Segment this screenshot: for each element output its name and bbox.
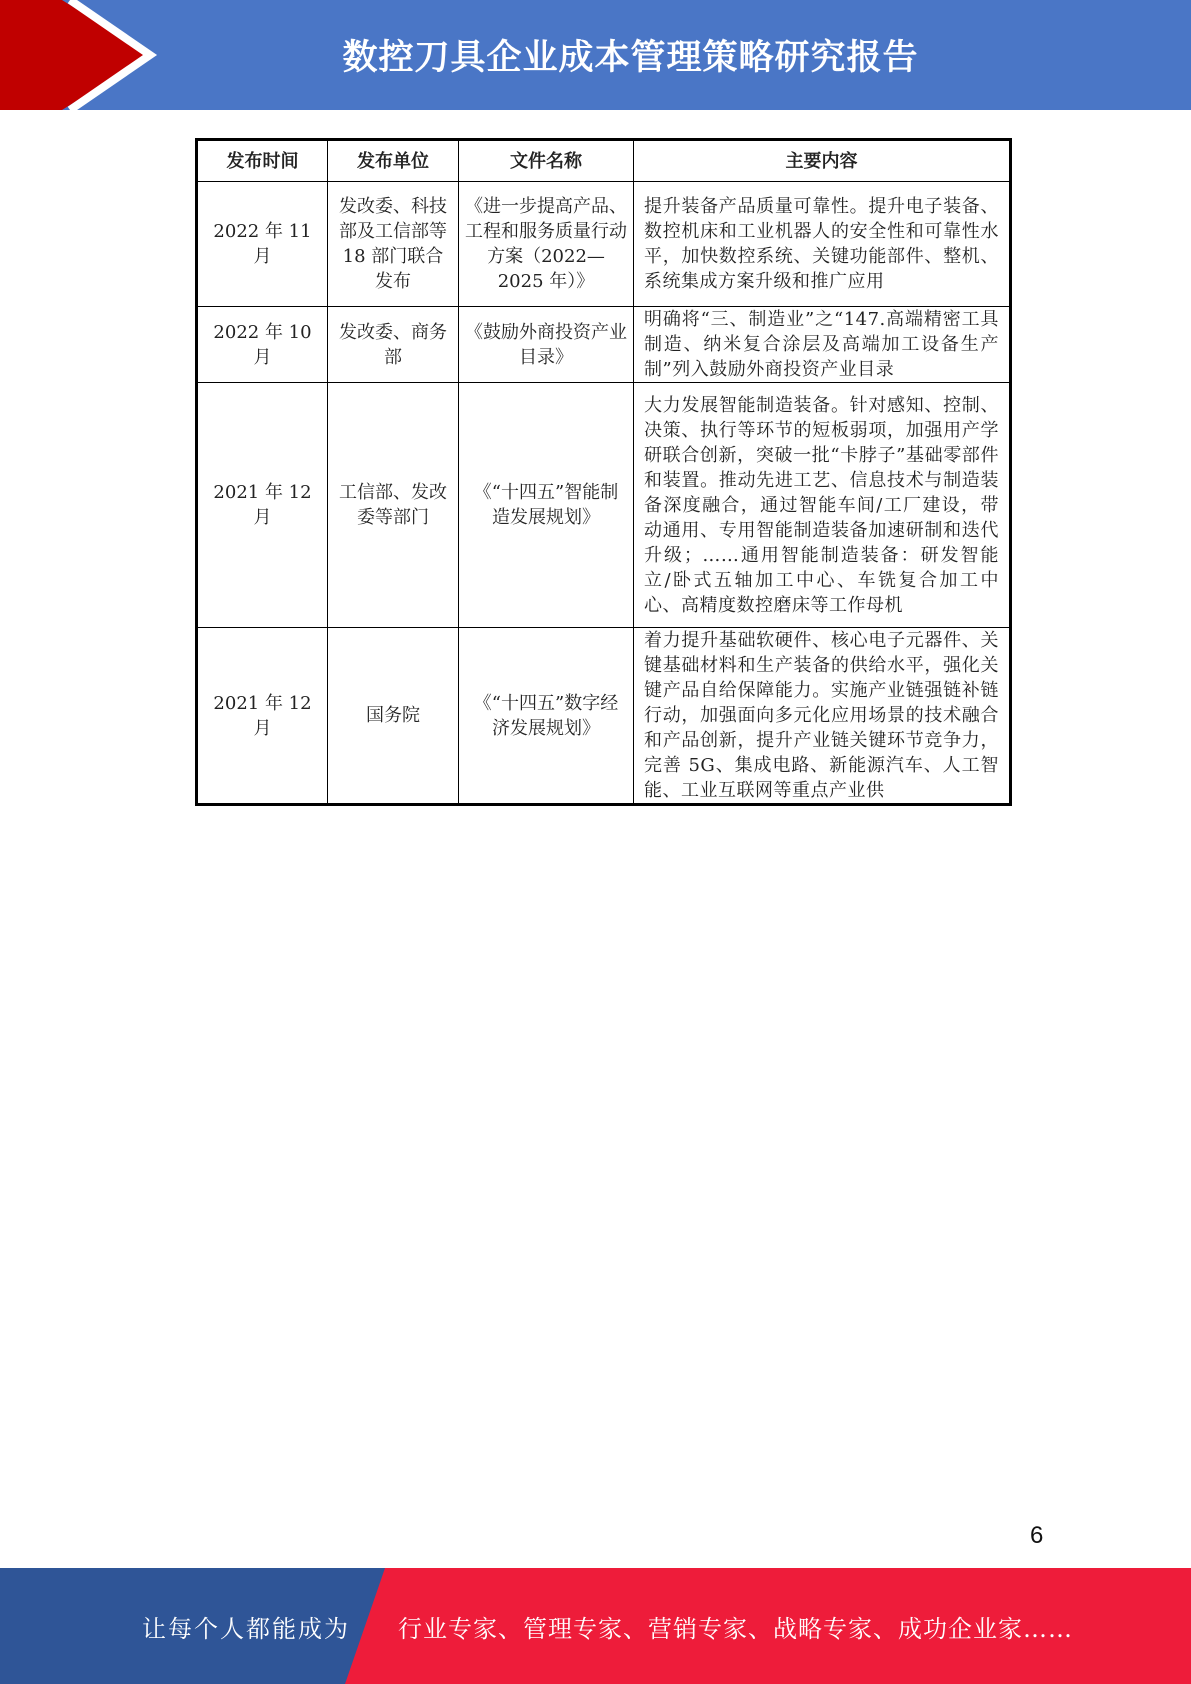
cell-date: 2022 年 11 月 bbox=[197, 182, 328, 307]
table-row bbox=[197, 307, 1011, 383]
footer-band bbox=[0, 1568, 1191, 1684]
cell-document: 《进一步提高产品、工程和服务质量行动方案（2022—2025 年）》 bbox=[459, 182, 634, 307]
column-header-date: 发布时间 bbox=[197, 140, 328, 182]
cell-content: 着力提升基础软硬件、核心电子元器件、关键基础材料和生产装备的供给水平，强化关键产品自给保障能力。实施产业链强链补链行动，加强面向多元化应用场景的技术融合和产品创新，提升产业链关键环节竞争力，完善 5G、集成电路、新能源汽车、人工智能、工业互联网等重点产业供 bbox=[634, 628, 1011, 805]
cell-content: 提升装备产品质量可靠性。提升电子装备、数控机床和工业机器人的安全性和可靠性水平，加快数控系统、关键功能部件、整机、系统集成方案升级和推广应用 bbox=[634, 182, 1011, 307]
cell-date: 2021 年 12 月 bbox=[197, 628, 328, 805]
table-row bbox=[197, 182, 1011, 307]
table-header-row bbox=[197, 140, 1011, 182]
footer-roles: 行业专家、管理专家、营销专家、战略专家、成功企业家…… bbox=[398, 1614, 1073, 1643]
cell-issuer: 发改委、商务部 bbox=[328, 307, 459, 383]
policy-table bbox=[195, 138, 1012, 806]
column-header-issuer: 发布单位 bbox=[328, 140, 459, 182]
cell-date: 2021 年 12 月 bbox=[197, 383, 328, 628]
cell-document: 《“十四五”数字经济发展规划》 bbox=[459, 628, 634, 805]
footer-slogan: 让每个人都能成为 bbox=[142, 1614, 350, 1643]
table-row bbox=[197, 628, 1011, 805]
page-number: 6 bbox=[1030, 1522, 1044, 1549]
cell-content: 大力发展智能制造装备。针对感知、控制、决策、执行等环节的短板弱项，加强用产学研联合创新，突破一批“卡脖子”基础零部件和装置。推动先进工艺、信息技术与制造装备深度融合，通过智能车间/工厂建设，带动通用、专用智能制造装备加速研制和迭代升级；……通用智能制造装备：研发智能立/卧式五轴加工中心、车铣复合加工中心、高精度数控磨床等工作母机 bbox=[634, 383, 1011, 628]
report-title: 数控刀具企业成本管理策略研究报告 bbox=[342, 38, 919, 78]
column-header-content: 主要内容 bbox=[634, 140, 1011, 182]
cell-date: 2022 年 10 月 bbox=[197, 307, 328, 383]
table-row bbox=[197, 383, 1011, 628]
cell-issuer: 工信部、发改委等部门 bbox=[328, 383, 459, 628]
column-header-document: 文件名称 bbox=[459, 140, 634, 182]
cell-content: 明确将“三、制造业”之“147.高端精密工具制造、纳米复合涂层及高端加工设备生产制”列入鼓励外商投资产业目录 bbox=[634, 307, 1011, 383]
cell-issuer: 国务院 bbox=[328, 628, 459, 805]
header-band bbox=[0, 0, 1191, 110]
cell-document: 《鼓励外商投资产业目录》 bbox=[459, 307, 634, 383]
cell-issuer: 发改委、科技部及工信部等 18 部门联合发布 bbox=[328, 182, 459, 307]
cell-document: 《“十四五”智能制造发展规划》 bbox=[459, 383, 634, 628]
